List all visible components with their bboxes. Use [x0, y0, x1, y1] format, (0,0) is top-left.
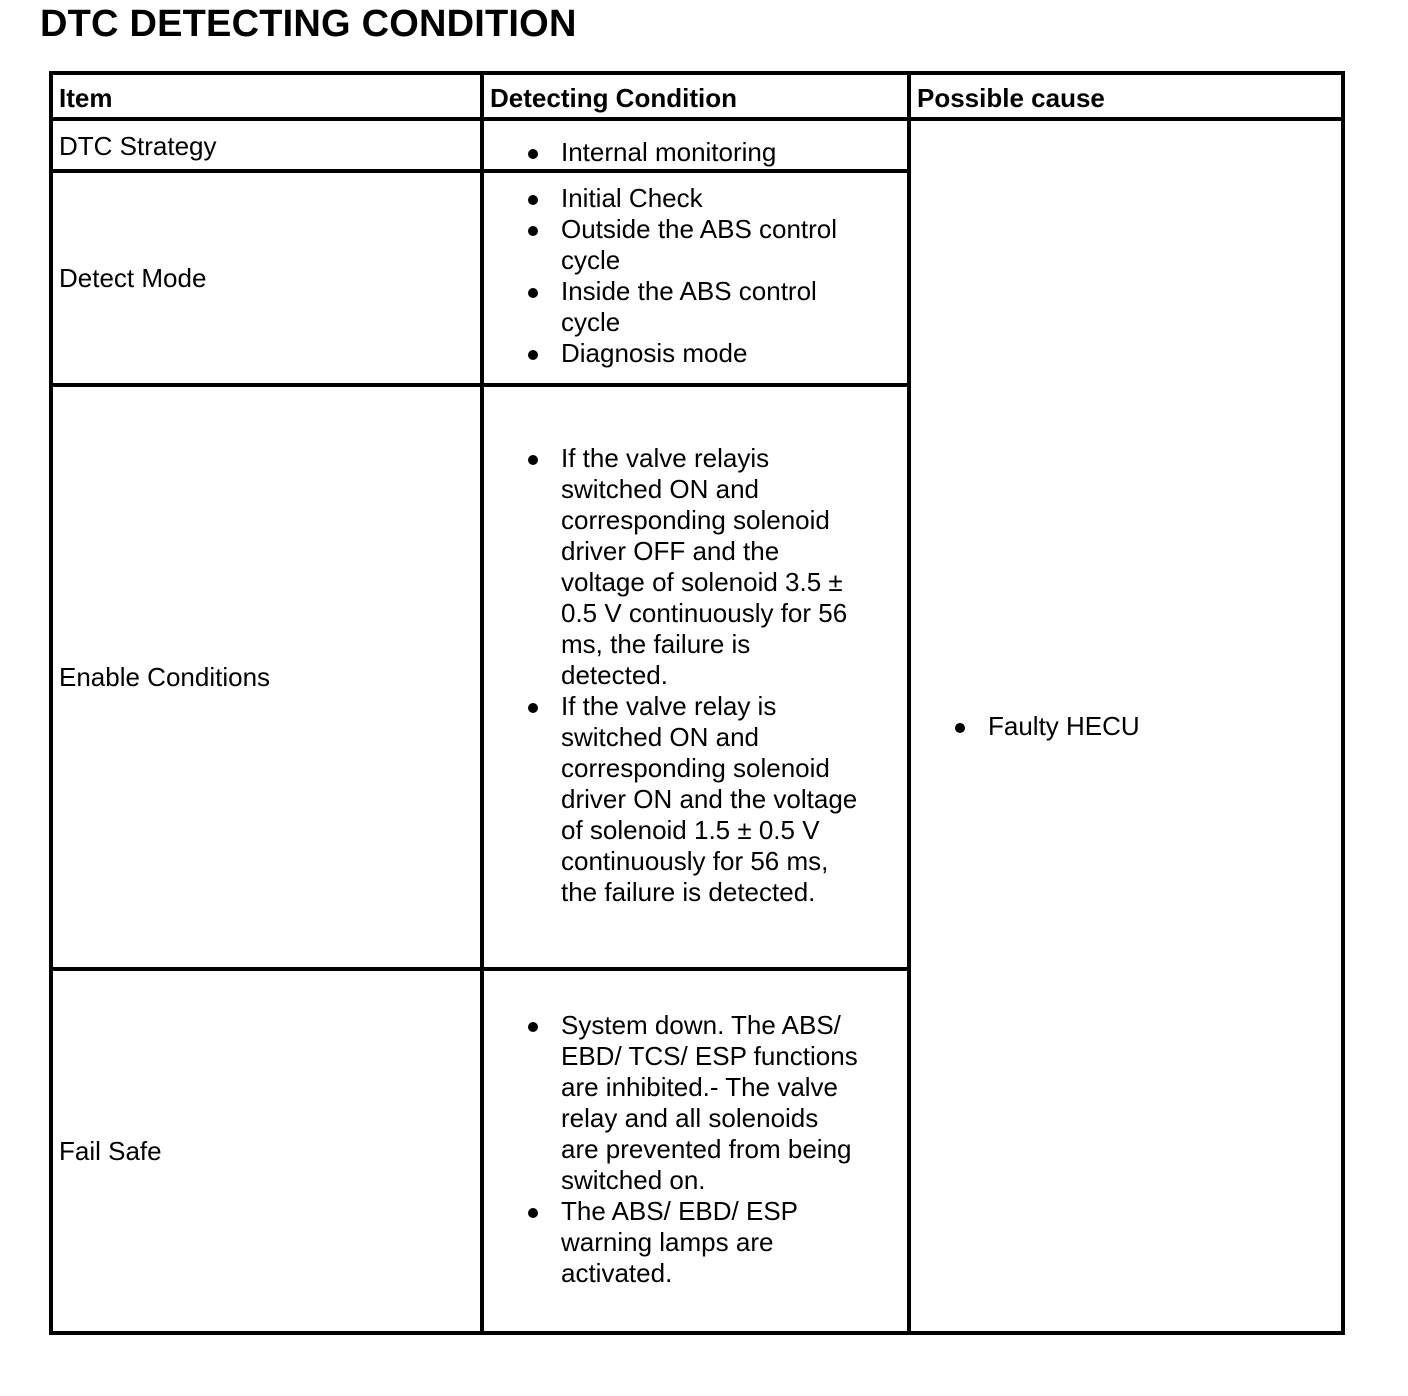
list-item: Initial Check: [528, 183, 861, 214]
table-row: [51, 119, 1343, 171]
condition-cell: [482, 119, 909, 171]
header-detecting-condition: Detecting Condition: [482, 73, 909, 119]
page-title: DTC DETECTING CONDITION: [40, 3, 577, 45]
list-item: Outside the ABS control cycle: [528, 214, 861, 276]
list-item: If the valve relayis switched ON and corresponding solenoid driver OFF and the voltage of solenoid 3.5 ± 0.5 V continuously for 56 ms, the failure is detected.: [528, 443, 861, 691]
condition-cell: [482, 385, 909, 969]
list-item: Faulty HECU: [955, 711, 1341, 742]
list-item: If the valve relay is switched ON and corresponding solenoid driver ON and the voltage of solenoid 1.5 ± 0.5 V continuously for 56 ms, the failure is detected.: [528, 691, 861, 908]
list-item: The ABS/ EBD/ ESP warning lamps are activated.: [528, 1196, 861, 1289]
item-cell: Detect Mode: [51, 171, 482, 385]
possible-cause-cell: [909, 119, 1343, 1333]
item-cell: Enable Conditions: [51, 385, 482, 969]
list-item: Internal monitoring: [528, 137, 907, 168]
list-item: Inside the ABS control cycle: [528, 276, 861, 338]
condition-cell: [482, 171, 909, 385]
condition-cell: [482, 969, 909, 1333]
table-header-row: [51, 73, 1343, 119]
dtc-condition-table: [49, 71, 1345, 1335]
header-item: Item: [51, 73, 482, 119]
item-cell: Fail Safe: [51, 969, 482, 1333]
list-item: Diagnosis mode: [528, 338, 861, 369]
header-possible-cause: Possible cause: [909, 73, 1343, 119]
list-item: System down. The ABS/ EBD/ TCS/ ESP functions are inhibited.- The valve relay and all solenoids are prevented from being switched on.: [528, 1010, 861, 1196]
item-cell: DTC Strategy: [51, 119, 482, 171]
